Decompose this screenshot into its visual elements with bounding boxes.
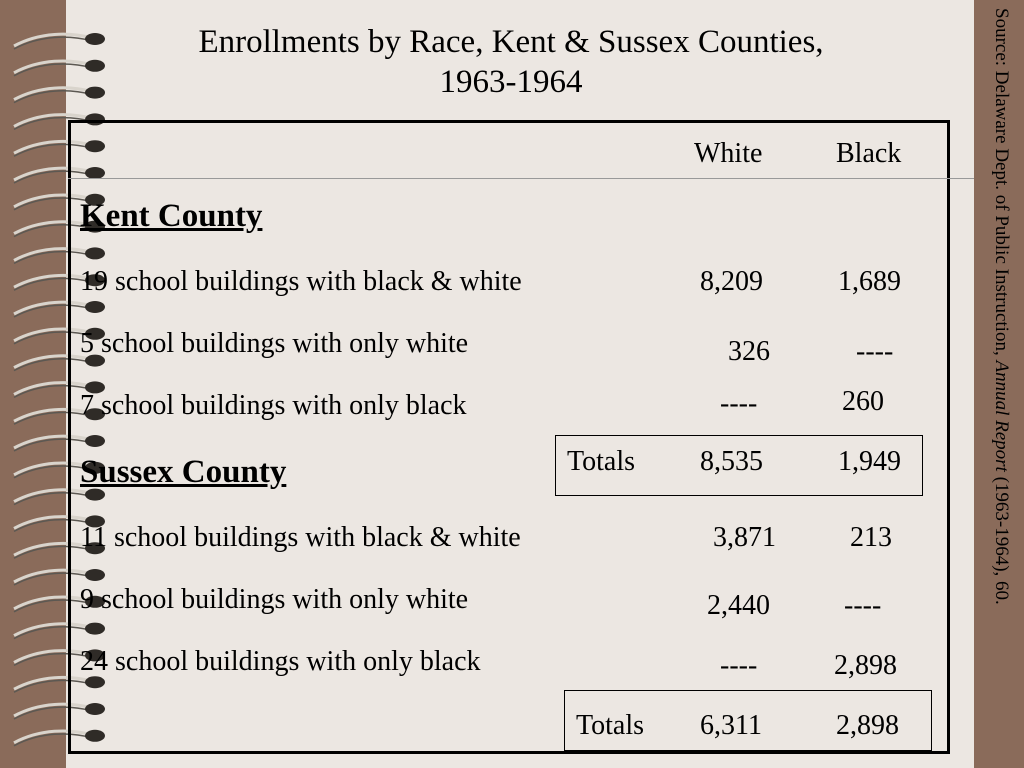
kent-row-3-white: ---- [720, 388, 758, 419]
kent-totals-white: 8,535 [700, 446, 763, 477]
source-italic: Annual Report [991, 360, 1012, 472]
sussex-county-heading: Sussex County [80, 454, 287, 490]
title-line-1: Enrollments by Race, Kent & Sussex Counties, [198, 24, 824, 60]
kent-row-3-label: 7 school buildings with only black [80, 390, 467, 421]
sussex-row-1-label: 11 school buildings with black & white [80, 522, 521, 553]
sussex-totals-label: Totals [576, 710, 645, 741]
kent-row-1-label: 19 school buildings with black & white [80, 266, 522, 297]
sussex-row-2-label: 9 school buildings with only white [80, 584, 469, 615]
source-suffix: (1963-1964), 60. [991, 471, 1012, 605]
kent-row-2-black: ---- [856, 336, 894, 367]
column-header-white: White [694, 138, 763, 169]
column-header-black: Black [836, 138, 902, 169]
title-line-2: 1963-1964 [439, 64, 583, 100]
kent-totals-label: Totals [567, 446, 636, 477]
sussex-totals-black: 2,898 [836, 710, 899, 741]
kent-row-3-black: 260 [842, 386, 884, 417]
sussex-totals-white: 6,311 [700, 710, 762, 741]
source-citation [988, 8, 1014, 748]
kent-row-1-black: 1,689 [838, 266, 901, 297]
sussex-row-2-white: 2,440 [707, 590, 770, 621]
sussex-row-3-white: ---- [720, 650, 758, 681]
source-prefix: Source: Delaware Dept. of Public Instruction, [991, 8, 1012, 361]
header-divider [68, 178, 974, 179]
sussex-row-2-black: ---- [844, 590, 882, 621]
kent-county-heading: Kent County [80, 198, 263, 234]
kent-row-2-white: 326 [728, 336, 770, 367]
sussex-row-3-black: 2,898 [834, 650, 897, 681]
sussex-row-1-white: 3,871 [713, 522, 776, 553]
kent-row-2-label: 5 school buildings with only white [80, 328, 469, 359]
sussex-row-1-black: 213 [850, 522, 892, 553]
kent-row-1-white: 8,209 [700, 266, 763, 297]
slide-title [66, 22, 956, 102]
sussex-row-3-label: 24 school buildings with only black [80, 646, 481, 677]
kent-totals-black: 1,949 [838, 446, 901, 477]
